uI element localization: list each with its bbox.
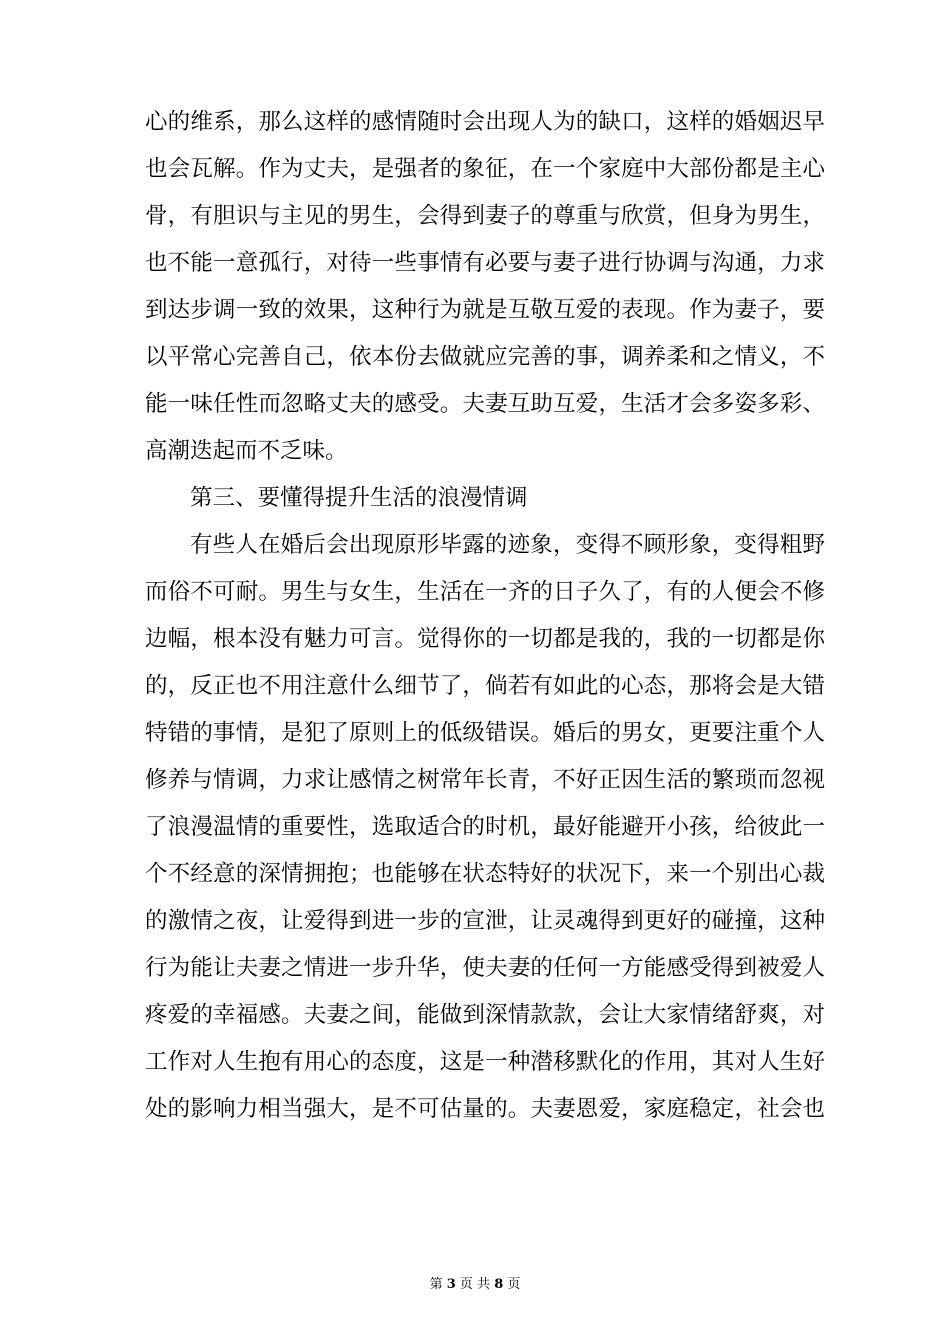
paragraph-1-line-5: 到达步调一致的效果，这种行为就是互敬互爱的表现。作为妻子，要: [145, 297, 825, 323]
paragraph-2-line-13: 处的影响力相当强大，是不可估量的。夫妻恩爱，家庭稳定，社会也: [145, 1096, 825, 1122]
footer-total-pages: 8: [494, 1277, 504, 1292]
paragraph-2-line-5: 特错的事情，是犯了原则上的低级错误。婚后的男女，更要注重个人: [145, 720, 825, 746]
paragraph-2-line-9: 的激情之夜，让爱得到进一步的宣泄，让灵魂得到更好的碰撞，这种: [145, 908, 825, 934]
paragraph-2-line-2: 而俗不可耐。男生与女生，生活在一齐的日子久了，有的人便会不修: [145, 579, 825, 605]
paragraph-1-line-4: 也不能一意孤行，对待一些事情有必要与妻子进行协调与沟通，力求: [145, 250, 825, 276]
paragraph-2-line-4: 的，反正也不用注意什么细节了，倘若有如此的心态，那将会是大错: [145, 673, 825, 699]
paragraph-2-line-7: 了浪漫温情的重要性，选取适合的时机，最好能避开小孩，给彼此一: [145, 814, 825, 840]
paragraph-1-line-3: 骨，有胆识与主见的男生，会得到妻子的尊重与欣赏，但身为男生，: [145, 203, 825, 229]
paragraph-2-line-1: 有些人在婚后会出现原形毕露的迹象，变得不顾形象，变得粗野: [190, 532, 825, 558]
paragraph-2-line-6: 修养与情调，力求让感情之树常年长青，不好正因生活的繁琐而忽视: [145, 767, 825, 793]
footer-middle: 页 共: [459, 1277, 491, 1292]
page-footer: [0, 1275, 950, 1295]
footer-current-page: 3: [446, 1277, 456, 1292]
paragraph-2-line-3: 边幅，根本没有魅力可言。觉得你的一切都是我的，我的一切都是你: [145, 626, 825, 652]
paragraph-1-line-8: 高潮迭起而不乏味。: [145, 438, 348, 464]
paragraph-2-line-8: 个不经意的深情拥抱；也能够在状态特好的状况下，来一个别出心裁: [145, 861, 825, 887]
footer-prefix: 第: [429, 1277, 443, 1292]
paragraph-1-line-7: 能一味任性而忽略丈夫的感受。夫妻互助互爱，生活才会多姿多彩、: [145, 391, 825, 417]
paragraph-2-line-11: 疼爱的幸福感。夫妻之间，能做到深情款款，会让大家情绪舒爽，对: [145, 1002, 825, 1028]
paragraph-1-line-6: 以平常心完善自己，依本份去做就应完善的事，调养柔和之情义，不: [145, 344, 825, 370]
paragraph-2-line-10: 行为能让夫妻之情进一步升华，使夫妻的任何一方能感受得到被爱人: [145, 955, 825, 981]
paragraph-2-line-12: 工作对人生抱有用心的态度，这是一种潜移默化的作用，其对人生好: [145, 1049, 825, 1075]
paragraph-1-line-2: 也会瓦解。作为丈夫，是强者的象征，在一个家庭中大部份都是主心: [145, 156, 825, 182]
paragraph-1-line-1: 心的维系，那么这样的感情随时会出现人为的缺口，这样的婚姻迟早: [145, 109, 825, 135]
section-heading: 第三、要懂得提升生活的浪漫情调: [190, 485, 528, 511]
footer-suffix: 页: [507, 1277, 521, 1292]
